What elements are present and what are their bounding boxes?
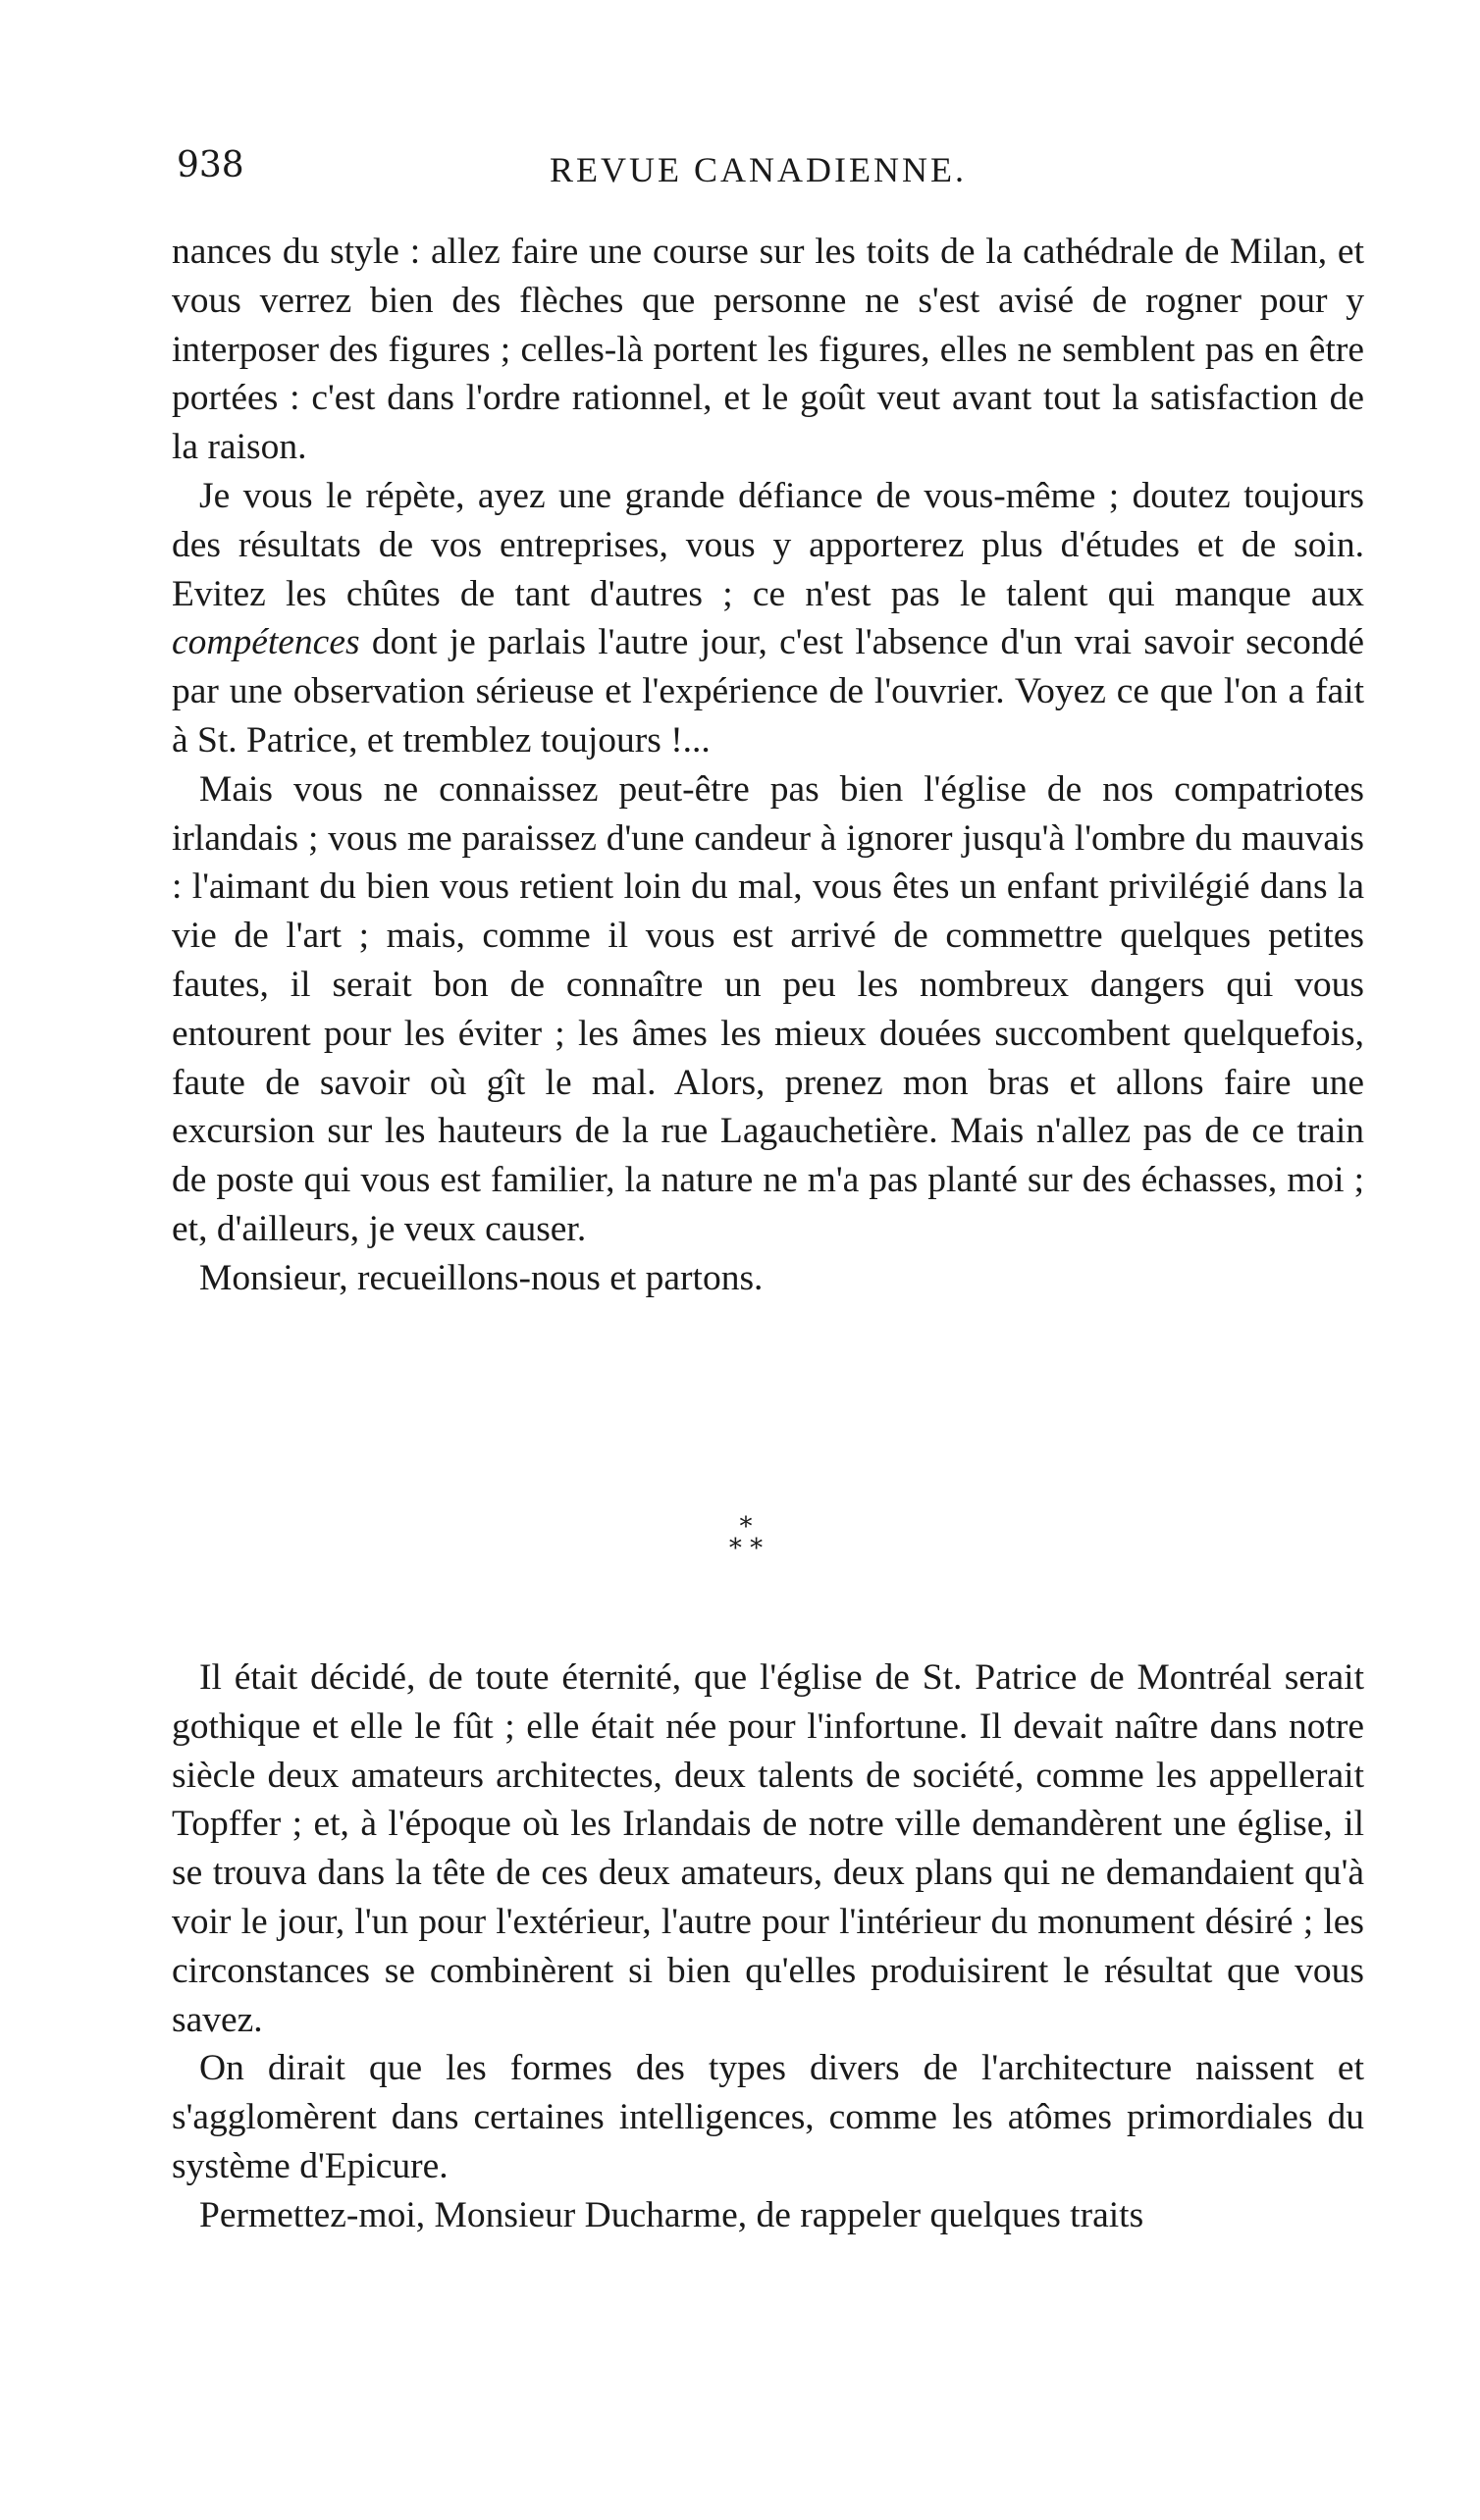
paragraph-st-patrice: Il était décidé, de toute éternité, que l'église de St. Patrice de Montréal serait gothique et elle le fût ; elle était née pour l'infortune. Il devait naître dans notre siècle deux amateurs architectes, deux talents de société, comme les appellerait Topffer ; et, à l'époque où les Irlandais de notre ville demandèrent une église, il se trouva dans la tête de ces deux amateurs, deux plans qui ne demandaient qu'à voir le jour, l'un pour l'extérieur, l'autre pour l'intérieur du monument désiré ; les circonstances se combinèrent si bien qu'elles produisirent le résultat que vous savez.: [172, 1657, 1364, 2040]
running-title: REVUE CANADIENNE.: [550, 150, 967, 189]
paragraph-defiance: [172, 472, 1364, 765]
asterism-top-star: *: [739, 1512, 753, 1542]
section-break-asterism: [716, 1512, 775, 1575]
paragraph-text: dont je parlais l'autre jour, c'est l'absence d'un vrai savoir secondé par une observation sérieuse et l'expérience de l'ouvrier. Voyez ce que l'on a fait à St. Patrice, et tremblez toujours !...: [172, 622, 1364, 761]
asterism-bottom-stars: * *: [728, 1534, 764, 1563]
italic-term: compétences: [172, 622, 360, 663]
text-section-2: [172, 1654, 1364, 2240]
paragraph-partons: Monsieur, recueillons-nous et partons.: [199, 1257, 764, 1298]
paragraph-text: Je vous le répète, ayez une grande défiance de vous-même ; doutez toujours des résultats de vos entreprises, vous y apporterez plus d'études et de soin. Evitez les chûtes de tant d'autres ; ce n'est pas le talent qui manque aux: [172, 475, 1364, 614]
paragraph-continued: nances du style : allez faire une course sur les toits de la cathédrale de Milan, et vous verrez bien des flèches que personne ne s'est avisé de rogner pour y interposer des figures ; celles-là portent les figures, elles ne semblent pas en être portées : c'est dans l'ordre rationnel, et le goût veut avant tout la satisfaction de la raison.: [172, 232, 1364, 468]
paragraph-ducharme: Permettez-moi, Monsieur Ducharme, de rappeler quelques traits: [199, 2194, 1144, 2235]
page-number: 938: [177, 145, 244, 185]
paragraph-eglise: Mais vous ne connaissez peut-être pas bien l'église de nos compatriotes irlandais ; vous me paraissez d'une candeur à ignorer jusqu'à l'ombre du mauvais : l'aimant du bien vous retient loin du mal, vous êtes un enfant privilégié dans la vie de l'art ; mais, comme il vous est arrivé de commettre quelques petites fautes, il serait bon de connaître un peu les nombreux dangers qui vous entourent pour les éviter ; les âmes les mieux douées succombent quelquefois, faute de savoir où gît le mal. Alors, prenez mon bras et allons faire une excursion sur les hauteurs de la rue Lagauchetière. Mais n'allez pas de ce train de poste qui vous est familier, la nature ne m'a pas planté sur des échasses, moi ; et, d'ailleurs, je veux causer.: [172, 768, 1364, 1249]
paragraph-epicure: On dirait que les formes des types divers de l'architecture naissent et s'agglomèrent dans certaines intelligences, comme les atômes primordiales du système d'Epicure.: [172, 2048, 1364, 2186]
running-head: [177, 145, 1345, 204]
text-section-1: [172, 228, 1364, 1303]
